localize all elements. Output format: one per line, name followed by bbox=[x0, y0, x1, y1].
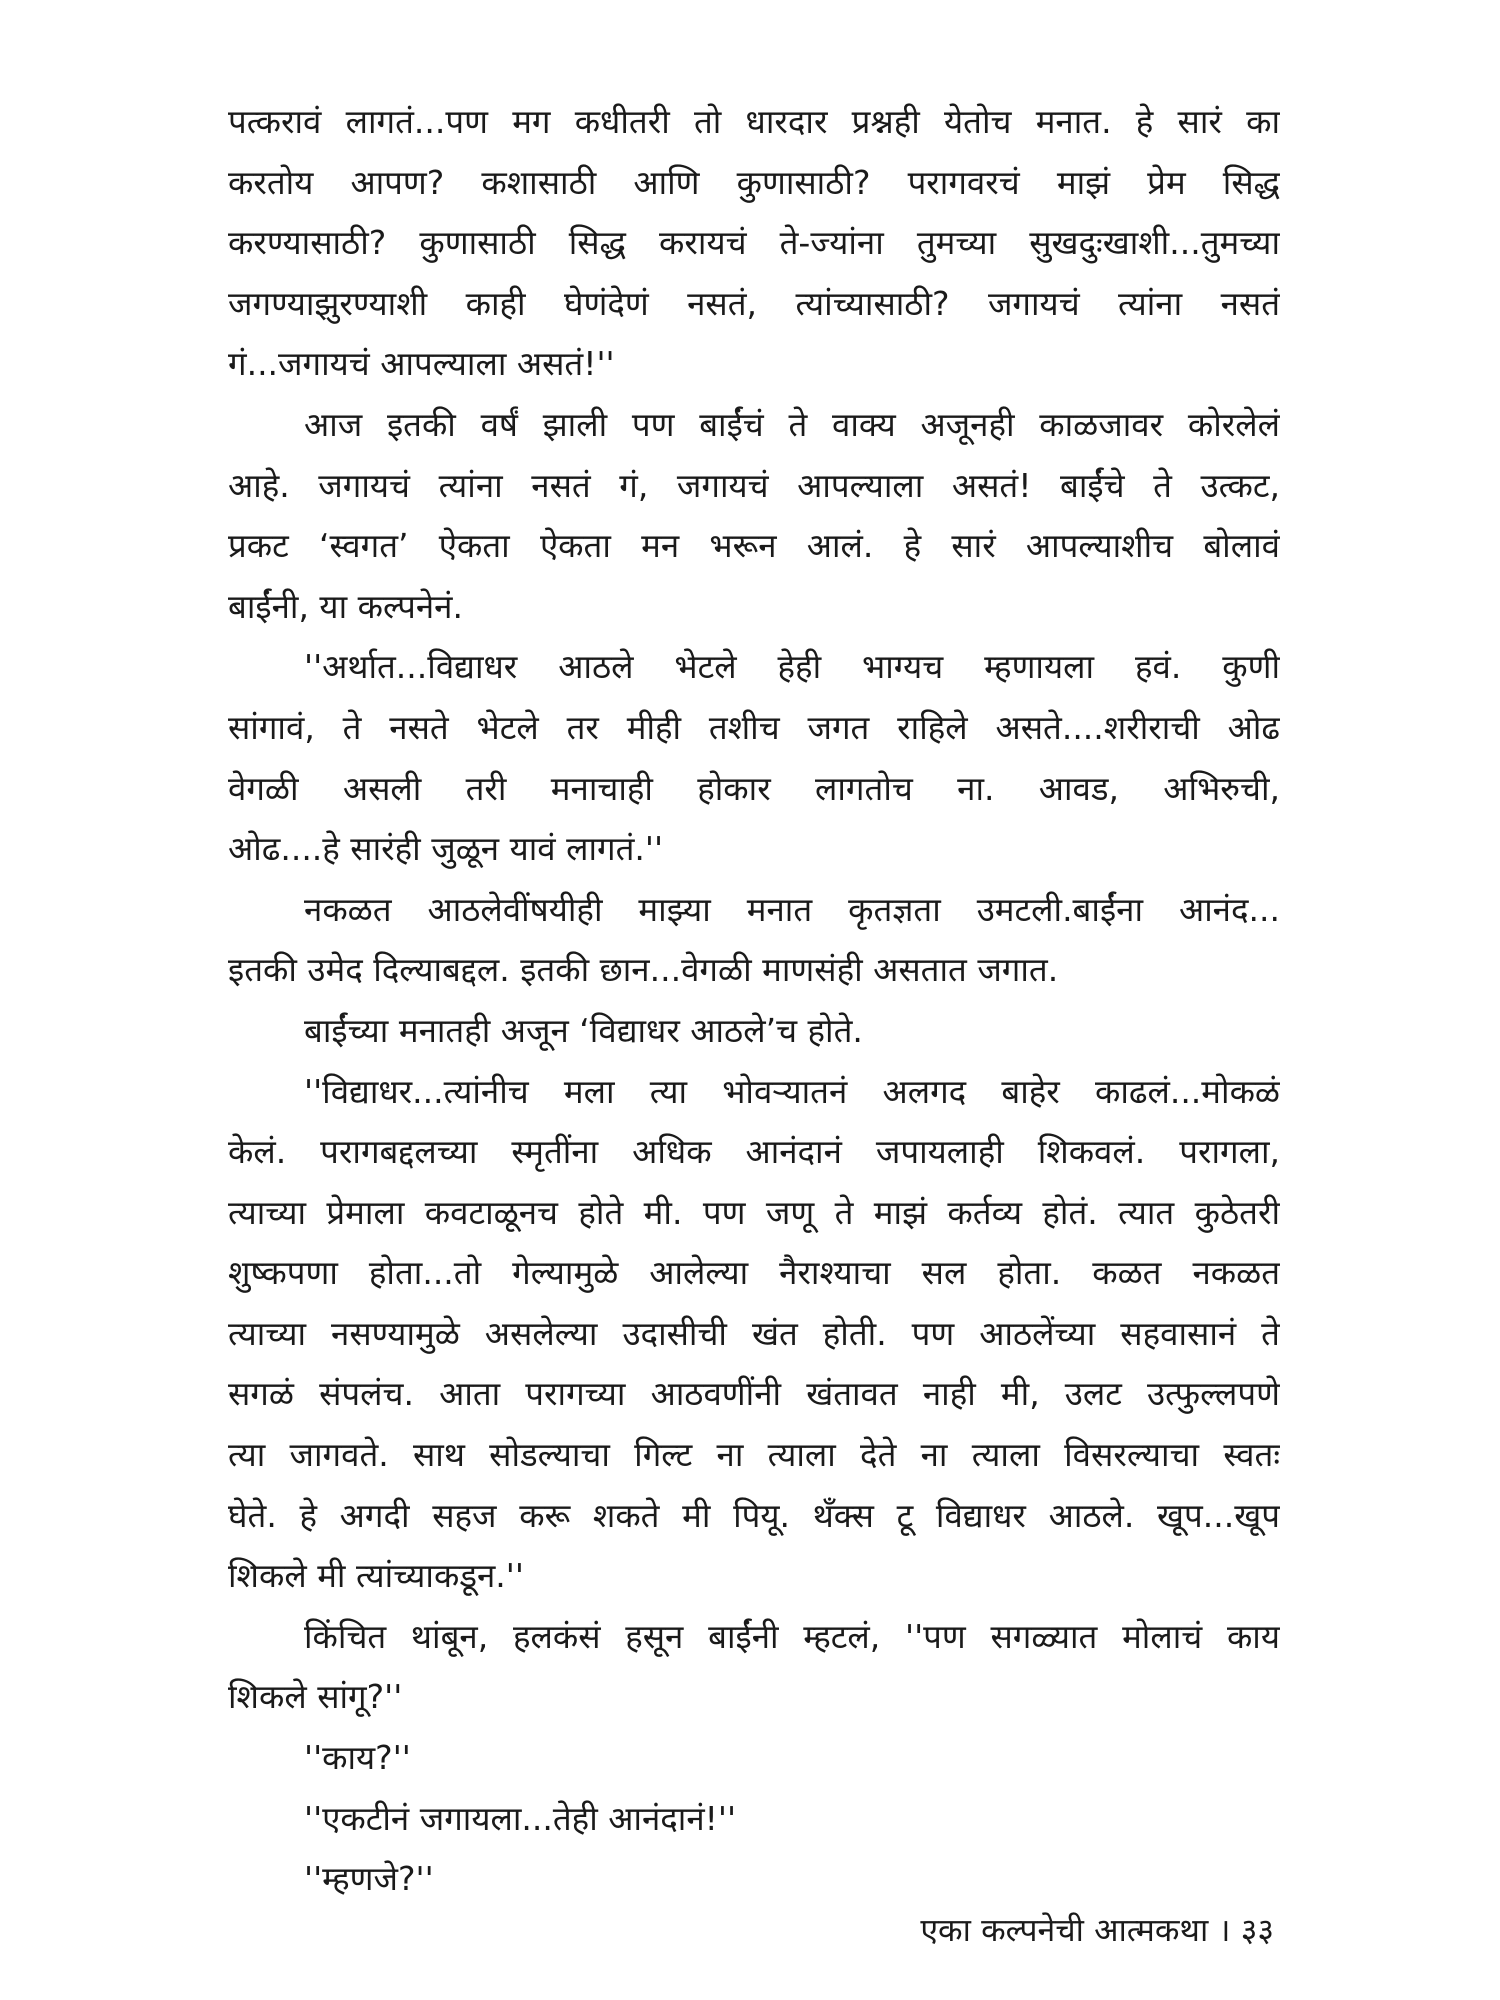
text-line: शिकले मी त्यांच्याकडून.'' bbox=[228, 1556, 524, 1596]
text-line: ''विद्याधर...त्यांनीच मला त्या भोवऱ्यातनं अलगद बाहेर काढलं...मोकळं bbox=[304, 1071, 1280, 1111]
text-line: घेते. हे अगदी सहज करू शकते मी पियू. थँक्स टू विद्याधर आठले. खूप...खूप bbox=[228, 1495, 1280, 1535]
text-line: गं...जगायचं आपल्याला असतं!'' bbox=[228, 344, 615, 384]
text-line: किंचित थांबून, हलकंसं हसून बाईंनी म्हटलं, ''पण सगळ्यात मोलाचं काय bbox=[304, 1616, 1280, 1656]
text-line: आहे. जगायचं त्यांना नसतं गं, जगायचं आपल्याला असतं! बाईंचे ते उत्कट, bbox=[228, 465, 1280, 505]
text-line: इतकी उमेद दिल्याबद्दल. इतकी छान...वेगळी माणसंही असतात जगात. bbox=[228, 950, 1059, 990]
text-line: पत्करावं लागतं...पण मग कधीतरी तो धारदार प्रश्नही येतोच मनात. हे सारं का bbox=[228, 102, 1280, 141]
text-line: सांगावं, ते नसते भेटले तर मीही तशीच जगत राहिले असते....शरीराची ओढ bbox=[228, 707, 1280, 747]
text-line: ''अर्थात...विद्याधर आठले भेटले हेही भाग्यच म्हणायला हवं. कुणी bbox=[304, 647, 1280, 687]
text-line: त्याच्या नसण्यामुळे असलेल्या उदासीची खंत होती. पण आठलेंच्या सहवासानं ते bbox=[228, 1313, 1280, 1353]
text-line: ओढ....हे सारंही जुळून यावं लागतं.'' bbox=[228, 829, 664, 869]
text-line: नकळत आठलेवींषयीही माझ्या मनात कृतज्ञता उमटली.बाईंना आनंद... bbox=[304, 889, 1280, 929]
text-line: त्या जागवते. साथ सोडल्याचा गिल्ट ना त्याला देते ना त्याला विसरल्याचा स्वतः bbox=[228, 1435, 1280, 1475]
text-line: वेगळी असली तरी मनाचाही होकार लागतोच ना. आवड, अभिरुची, bbox=[228, 768, 1280, 808]
text-line: करण्यासाठी? कुणासाठी सिद्ध करायचं ते-ज्यांना तुमच्या सुखदुःखाशी...तुमच्या bbox=[228, 223, 1280, 263]
text-line: केलं. परागबद्दलच्या स्मृतींना अधिक आनंदानं जपायलाही शिकवलं. परागला, bbox=[228, 1132, 1280, 1172]
text-line: सगळं संपलंच. आता परागच्या आठवणींनी खंतावत नाही मी, उलट उत्फुल्लपणे bbox=[228, 1374, 1280, 1414]
text-line: ''काय?'' bbox=[304, 1738, 411, 1778]
text-line: करतोय आपण? कशासाठी आणि कुणासाठी? परागवरचं माझं प्रेम सिद्ध bbox=[228, 162, 1280, 202]
page-footer: एका कल्पनेची आत्मकथा । ३३ bbox=[920, 1911, 1274, 1949]
body-text bbox=[228, 92, 1280, 1910]
text-line: आज इतकी वर्षं झाली पण बाईंचं ते वाक्य अजूनही काळजावर कोरलेलं bbox=[304, 404, 1280, 444]
text-line: त्याच्या प्रेमाला कवटाळूनच होते मी. पण जणू ते माझं कर्तव्य होतं. त्यात कुठेतरी bbox=[228, 1192, 1280, 1232]
text-line: बाईंच्या मनातही अजून ‘विद्याधर आठले’च होते. bbox=[304, 1010, 863, 1050]
text-line: जगण्याझुरण्याशी काही घेणंदेणं नसतं, त्यांच्यासाठी? जगायचं त्यांना नसतं bbox=[228, 283, 1280, 323]
text-line: ''एकटीनं जगायला...तेही आनंदानं!'' bbox=[304, 1798, 737, 1838]
text-line: प्रकट ‘स्वगत’ ऐकता ऐकता मन भरून आलं. हे सारं आपल्याशीच बोलावं bbox=[228, 526, 1280, 566]
text-line: बाईंनी, या कल्पनेनं. bbox=[228, 586, 463, 626]
text-line: ''म्हणजे?'' bbox=[304, 1859, 434, 1899]
text-line: शिकले सांगू?'' bbox=[228, 1677, 403, 1717]
text-line: शुष्कपणा होता...तो गेल्यामुळे आलेल्या नैराश्याचा सल होता. कळत नकळत bbox=[228, 1253, 1280, 1293]
